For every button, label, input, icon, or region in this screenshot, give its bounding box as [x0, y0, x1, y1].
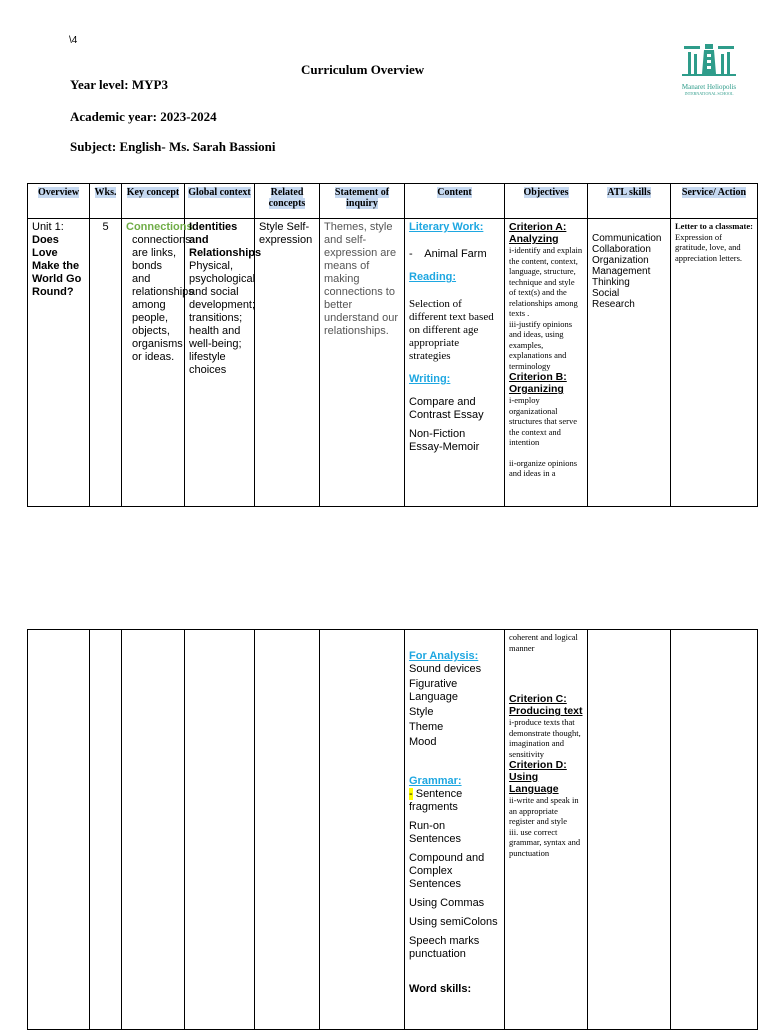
- analysis-item: Sound devices: [409, 663, 482, 675]
- cell-empty: [671, 630, 758, 1030]
- analysis-item: Theme: [409, 721, 444, 733]
- col-header-objectives: Objectives: [505, 184, 588, 219]
- cell-objectives-continued: coherent and logical manner Criterion C: Producing text i-produce texts that demonstrate thought, imagination and sensitivity Criterion D: Using Language ii-write and speak in an appropriate register and style iii. use correct grammar, syntax and punctuation: [505, 630, 588, 1030]
- atl-item: Thinking: [592, 277, 630, 288]
- page-marker: \4: [69, 35, 78, 46]
- grammar-item: Using semiColons: [409, 916, 498, 928]
- col-header-service: Service/ Action: [671, 184, 758, 219]
- grammar-item: Using Commas: [409, 897, 485, 909]
- cell-atl: [588, 219, 671, 507]
- grammar-item: Speech marks punctuation: [409, 935, 480, 960]
- cell-wks: 5: [90, 219, 122, 507]
- atl-item: Management: [592, 266, 651, 277]
- analysis-item: Style: [409, 706, 434, 718]
- cell-statement: Themes, style and self-expression are means of making connections to better understand our relationships.: [320, 219, 405, 507]
- year-level: Year level: MYP3: [70, 77, 168, 92]
- atl-item: Collaboration: [592, 244, 651, 255]
- cell-empty: [122, 630, 185, 1030]
- curriculum-table-page-1: [27, 183, 758, 507]
- grammar-item: - Sentence fragments: [409, 788, 463, 813]
- cell-related-concepts: Style Self-expression: [255, 219, 320, 507]
- cell-empty: [588, 630, 671, 1030]
- cell-content: Literary Work: - Animal Farm Reading: Selection of different text based on different age appropriate strategies Writing: Compare and Contrast Essay Non-Fiction Essay-Memoir: [405, 219, 505, 507]
- col-header-statement: Statement of inquiry: [320, 184, 405, 219]
- col-header-wks: Wks.: [90, 184, 122, 219]
- cell-key-concept: Connections connections are links, bonds and relationships among people, objects, organisms or ideas.: [122, 219, 185, 507]
- col-header-related-concepts: Related concepts: [255, 184, 320, 219]
- academic-year: Academic year: 2023-2024: [70, 109, 217, 124]
- cell-overview: Unit 1: Does Love Make the World Go Round?: [28, 219, 90, 507]
- curriculum-table-page-2: [27, 629, 758, 1030]
- cell-objectives: Criterion A: Analyzing i-identify and explain the content, context, language, structure, technique and style of text(s) and the relationships among texts . iii-justify opinions and ideas, using examples, explanations and terminology Criterion B: Organizing i-employ organizational structures that serve the context and intention ii-organize opinions and ideas in a: [505, 219, 588, 507]
- grammar-item: Run-on Sentences: [409, 820, 461, 845]
- grammar-item: Compound and Complex Sentences: [409, 852, 485, 890]
- analysis-item: Figurative Language: [409, 678, 458, 703]
- col-header-key-concept: Key concept: [122, 184, 185, 219]
- school-logo: [670, 42, 748, 96]
- atl-item: Organization: [592, 255, 649, 266]
- lighthouse-logo-icon: [670, 42, 748, 78]
- atl-item: Communication: [592, 233, 662, 244]
- cell-empty: [90, 630, 122, 1030]
- atl-item: Research: [592, 299, 635, 310]
- cell-global-context: Identities and Relationships Physical, psychological and social development; transitions; health and well-being; lifestyle choices: [185, 219, 255, 507]
- logo-sub: INTERNATIONAL SCHOOL: [684, 91, 734, 96]
- cell-empty: [28, 630, 90, 1030]
- col-header-content: Content: [405, 184, 505, 219]
- cell-empty: [185, 630, 255, 1030]
- col-header-overview: Overview: [28, 184, 90, 219]
- atl-item: Social: [592, 288, 620, 299]
- atl-list: [592, 233, 666, 310]
- col-header-global-context: Global context: [185, 184, 255, 219]
- cell-service: Letter to a classmate: Expression of gratitude, love, and appreciation letters.: [671, 219, 758, 507]
- logo-name: Manaret Heliopolis: [681, 83, 737, 91]
- page-title: Curriculum Overview: [301, 62, 425, 77]
- cell-content-continued: For Analysis: Sound devices Figurative Language Style Theme Mood Grammar: - Sentence fragments Run-on Sentences Compound and Complex Sentences Using Commas Using semiColons Speech marks punctuation Word skills:: [405, 630, 505, 1030]
- analysis-item: Mood: [409, 736, 437, 748]
- cell-empty: [320, 630, 405, 1030]
- col-header-atl: ATL skills: [588, 184, 671, 219]
- subject-line: Subject: English- Ms. Sarah Bassioni: [70, 139, 276, 154]
- cell-empty: [255, 630, 320, 1030]
